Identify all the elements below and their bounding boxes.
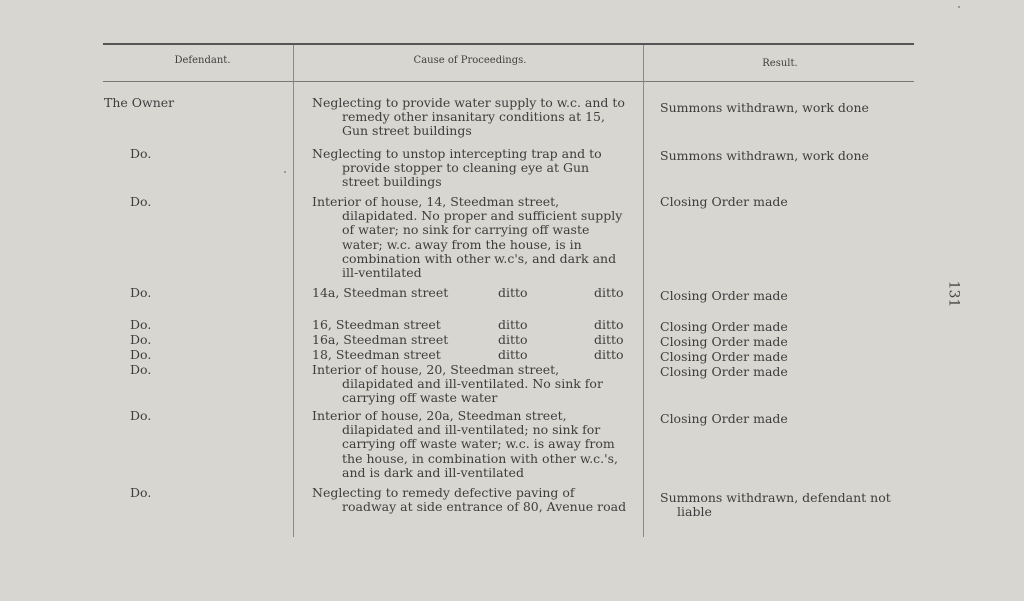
- row-10-result: [660, 491, 915, 519]
- speck-mark: [284, 171, 286, 173]
- row-3-result: Closing Order made: [660, 194, 788, 209]
- header-result: Result.: [762, 58, 798, 69]
- row-3-cause: [312, 195, 630, 280]
- header-cause: Cause of Proceedings.: [413, 55, 527, 66]
- header-defendant: Defendant.: [174, 55, 231, 66]
- row-6-cause-ditto-2: ditto: [594, 332, 624, 347]
- row-6-cause: [312, 333, 630, 347]
- row-2-cause: [312, 147, 630, 190]
- row-4-cause-ditto-1: ditto: [498, 285, 528, 300]
- row-1-result: Summons withdrawn, work done: [660, 100, 869, 115]
- row-5-cause-ditto-2: ditto: [594, 317, 624, 332]
- row-8-cause-text: Interior of house, 20, Steedman street, dilapidated and ill-ventilated. No sink for carrying off waste water: [312, 362, 603, 406]
- row-2-defendant: Do.: [130, 146, 152, 161]
- row-8-defendant: Do.: [130, 362, 152, 377]
- row-7-cause-ditto-1: ditto: [498, 347, 528, 362]
- row-5-cause-ditto-1: ditto: [498, 317, 528, 332]
- row-2-result: Summons withdrawn, work done: [660, 148, 869, 163]
- row-1-cause: [312, 96, 630, 139]
- row-7-cause-address: 18, Steedman street: [312, 347, 441, 362]
- row-7-defendant: Do.: [130, 347, 152, 362]
- row-10-defendant: Do.: [130, 485, 152, 500]
- row-4-cause-address: 14a, Steedman street: [312, 285, 449, 300]
- row-4-cause: [312, 286, 630, 300]
- row-10-cause: [312, 486, 630, 514]
- row-3-defendant: Do.: [130, 194, 152, 209]
- header-rule: [103, 81, 914, 82]
- row-1-cause-text: Neglecting to provide water supply to w.c. and to remedy other insanitary conditions at 15, Gun street buildings: [312, 95, 625, 139]
- row-4-cause-ditto-2: ditto: [594, 285, 624, 300]
- row-7-cause: [312, 348, 630, 362]
- row-5-defendant: Do.: [130, 317, 152, 332]
- speck-mark: [958, 6, 960, 8]
- row-1-defendant: The Owner: [104, 95, 175, 110]
- row-4-defendant: Do.: [130, 285, 152, 300]
- row-9-cause: [312, 409, 630, 480]
- top-rule: [103, 43, 914, 45]
- row-7-cause-ditto-2: ditto: [594, 347, 624, 362]
- row-6-cause-address: 16a, Steedman street: [312, 332, 449, 347]
- column-divider-2: [643, 45, 644, 537]
- row-5-cause: [312, 318, 630, 332]
- row-9-cause-text: Interior of house, 20a, Steedman street, dilapidated and ill-ventilated; no sink for carrying off waste water; w.c. is away from the house, in combination with other w.c.'s, and is dark and ill-ventilated: [312, 408, 618, 480]
- row-7-result: Closing Order made: [660, 349, 788, 364]
- row-4-result: Closing Order made: [660, 288, 788, 303]
- row-6-cause-ditto-1: ditto: [498, 332, 528, 347]
- page-number: 131: [945, 280, 962, 308]
- row-6-defendant: Do.: [130, 332, 152, 347]
- row-9-defendant: Do.: [130, 408, 152, 423]
- row-6-result: Closing Order made: [660, 334, 788, 349]
- row-9-result: Closing Order made: [660, 411, 788, 426]
- row-10-cause-text: Neglecting to remedy defective paving of roadway at side entrance of 80, Avenue road: [312, 485, 627, 515]
- row-5-result: Closing Order made: [660, 319, 788, 334]
- row-3-cause-text: Interior of house, 14, Steedman street, dilapidated. No proper and sufficient supply of water; no sink for carrying off waste water; w.c. away from the house, is in combination with other w.c's, and dark and ill-ventilated: [312, 194, 623, 281]
- column-divider-1: [293, 45, 294, 537]
- row-10-result-text: Summons withdrawn, defendant not liable: [660, 490, 891, 520]
- row-5-cause-address: 16, Steedman street: [312, 317, 441, 332]
- row-8-cause: [312, 363, 630, 406]
- row-8-result: Closing Order made: [660, 364, 788, 379]
- row-2-cause-text: Neglecting to unstop intercepting trap and to provide stopper to cleaning eye at Gun street buildings: [312, 146, 602, 190]
